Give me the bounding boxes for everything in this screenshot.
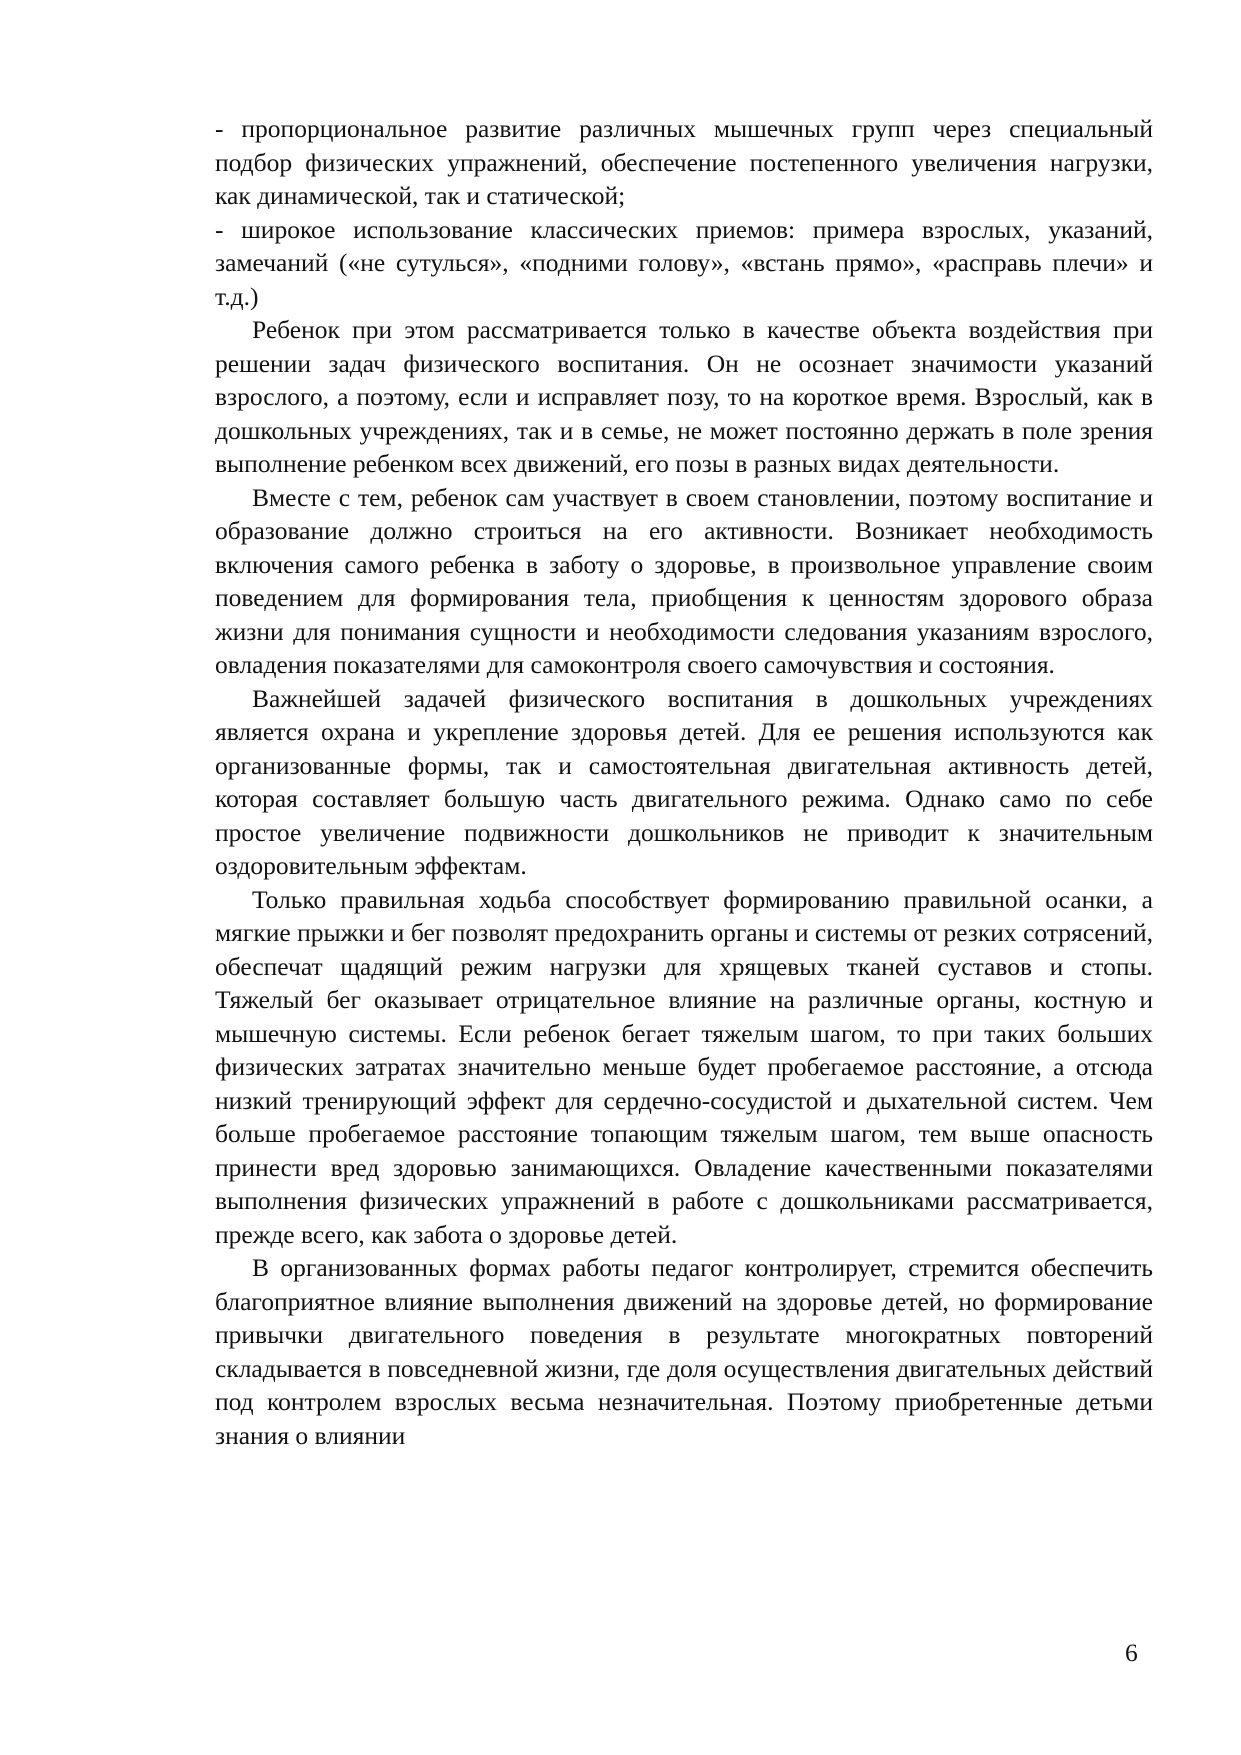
paragraph-organized-forms: В организованных формах работы педагог контролирует, стремится обеспечить благоприятное влияние выполнения движений на здоровье детей, но формирование привычки двигательного поведения в результате многократных повторений складывается в повседневной жизни, где доля осуществления двигательных действий под контролем взрослых весьма незначительная. Поэтому приобретенные детьми знания о влиянии: [215, 1253, 1153, 1450]
paragraph-child-participation: Вместе с тем, ребенок сам участвует в своем становлении, поэтому воспитание и образование должно строиться на его активности. Возникает необходимость включения самого ребенка в заботу о здоровье, в произвольное управление своим поведением для формирования тела, приобщения к ценностям здорового образа жизни для понимания сущности и необходимости следования указаниям взрослого, овладения показателями для самоконтроля своего самочувствия и состояния.: [215, 482, 1153, 679]
paragraph-main-task: Важнейшей задачей физического воспитания в дошкольных учреждениях является охрана и укрепление здоровья детей. Для ее решения используются как организованные формы, так и самостоятельная двигательная активность детей, которая составляет большую часть двигательного режима. Однако само по себе простое увеличение подвижности дошкольников не приводит к значительным оздоровительным эффектам.: [215, 683, 1153, 880]
paragraph-correct-walking: Только правильная ходьба способствует формированию правильной осанки, а мягкие прыжки и бег позволят предохранить органы и системы от резких сотрясений, обеспечат щадящий режим нагрузки для хрящевых тканей суставов и стопы. Тяжелый бег оказывает отрицательное влияние на различные органы, костную и мышечную системы. Если ребенок бегает тяжелым шагом, то при таких больших физических затратах значительно меньше будет пробегаемое расстояние, а отсюда низкий тренирующий эффект для сердечно-сосудистой и дыхательной систем. Чем больше пробегаемое расстояние топающим тяжелым шагом, тем выше опасность принести вред здоровью занимающихся. Овладение качественными показателями выполнения физических упражнений в работе с дошкольниками рассматривается, прежде всего, как забота о здоровье детей.: [215, 884, 1153, 1249]
paragraph-child-as-object: Ребенок при этом рассматривается только в качестве объекта воздействия при решении задач физического воспитания. Он не осознает значимости указаний взрослого, а поэтому, если и исправляет позу, то на короткое время. Взрослый, как в дошкольных учреждениях, так и в семье, не может постоянно держать в поле зрения выполнение ребенком всех движений, его позы в разных видах деятельности.: [215, 315, 1153, 478]
page-number: 6: [1125, 1638, 1138, 1667]
page-body: [215, 112, 1153, 1452]
bullet-classic-methods: - широкое использование классических приемов: примера взрослых, указаний, замечаний («не сутулься», «подними голову», «встань прямо», «расправь плечи» и т.д.): [215, 214, 1153, 311]
bullet-proportional-development: - пропорциональное развитие различных мышечных групп через специальный подбор физических упражнений, обеспечение постепенного увеличения нагрузки, как динамической, так и статической;: [215, 114, 1153, 210]
